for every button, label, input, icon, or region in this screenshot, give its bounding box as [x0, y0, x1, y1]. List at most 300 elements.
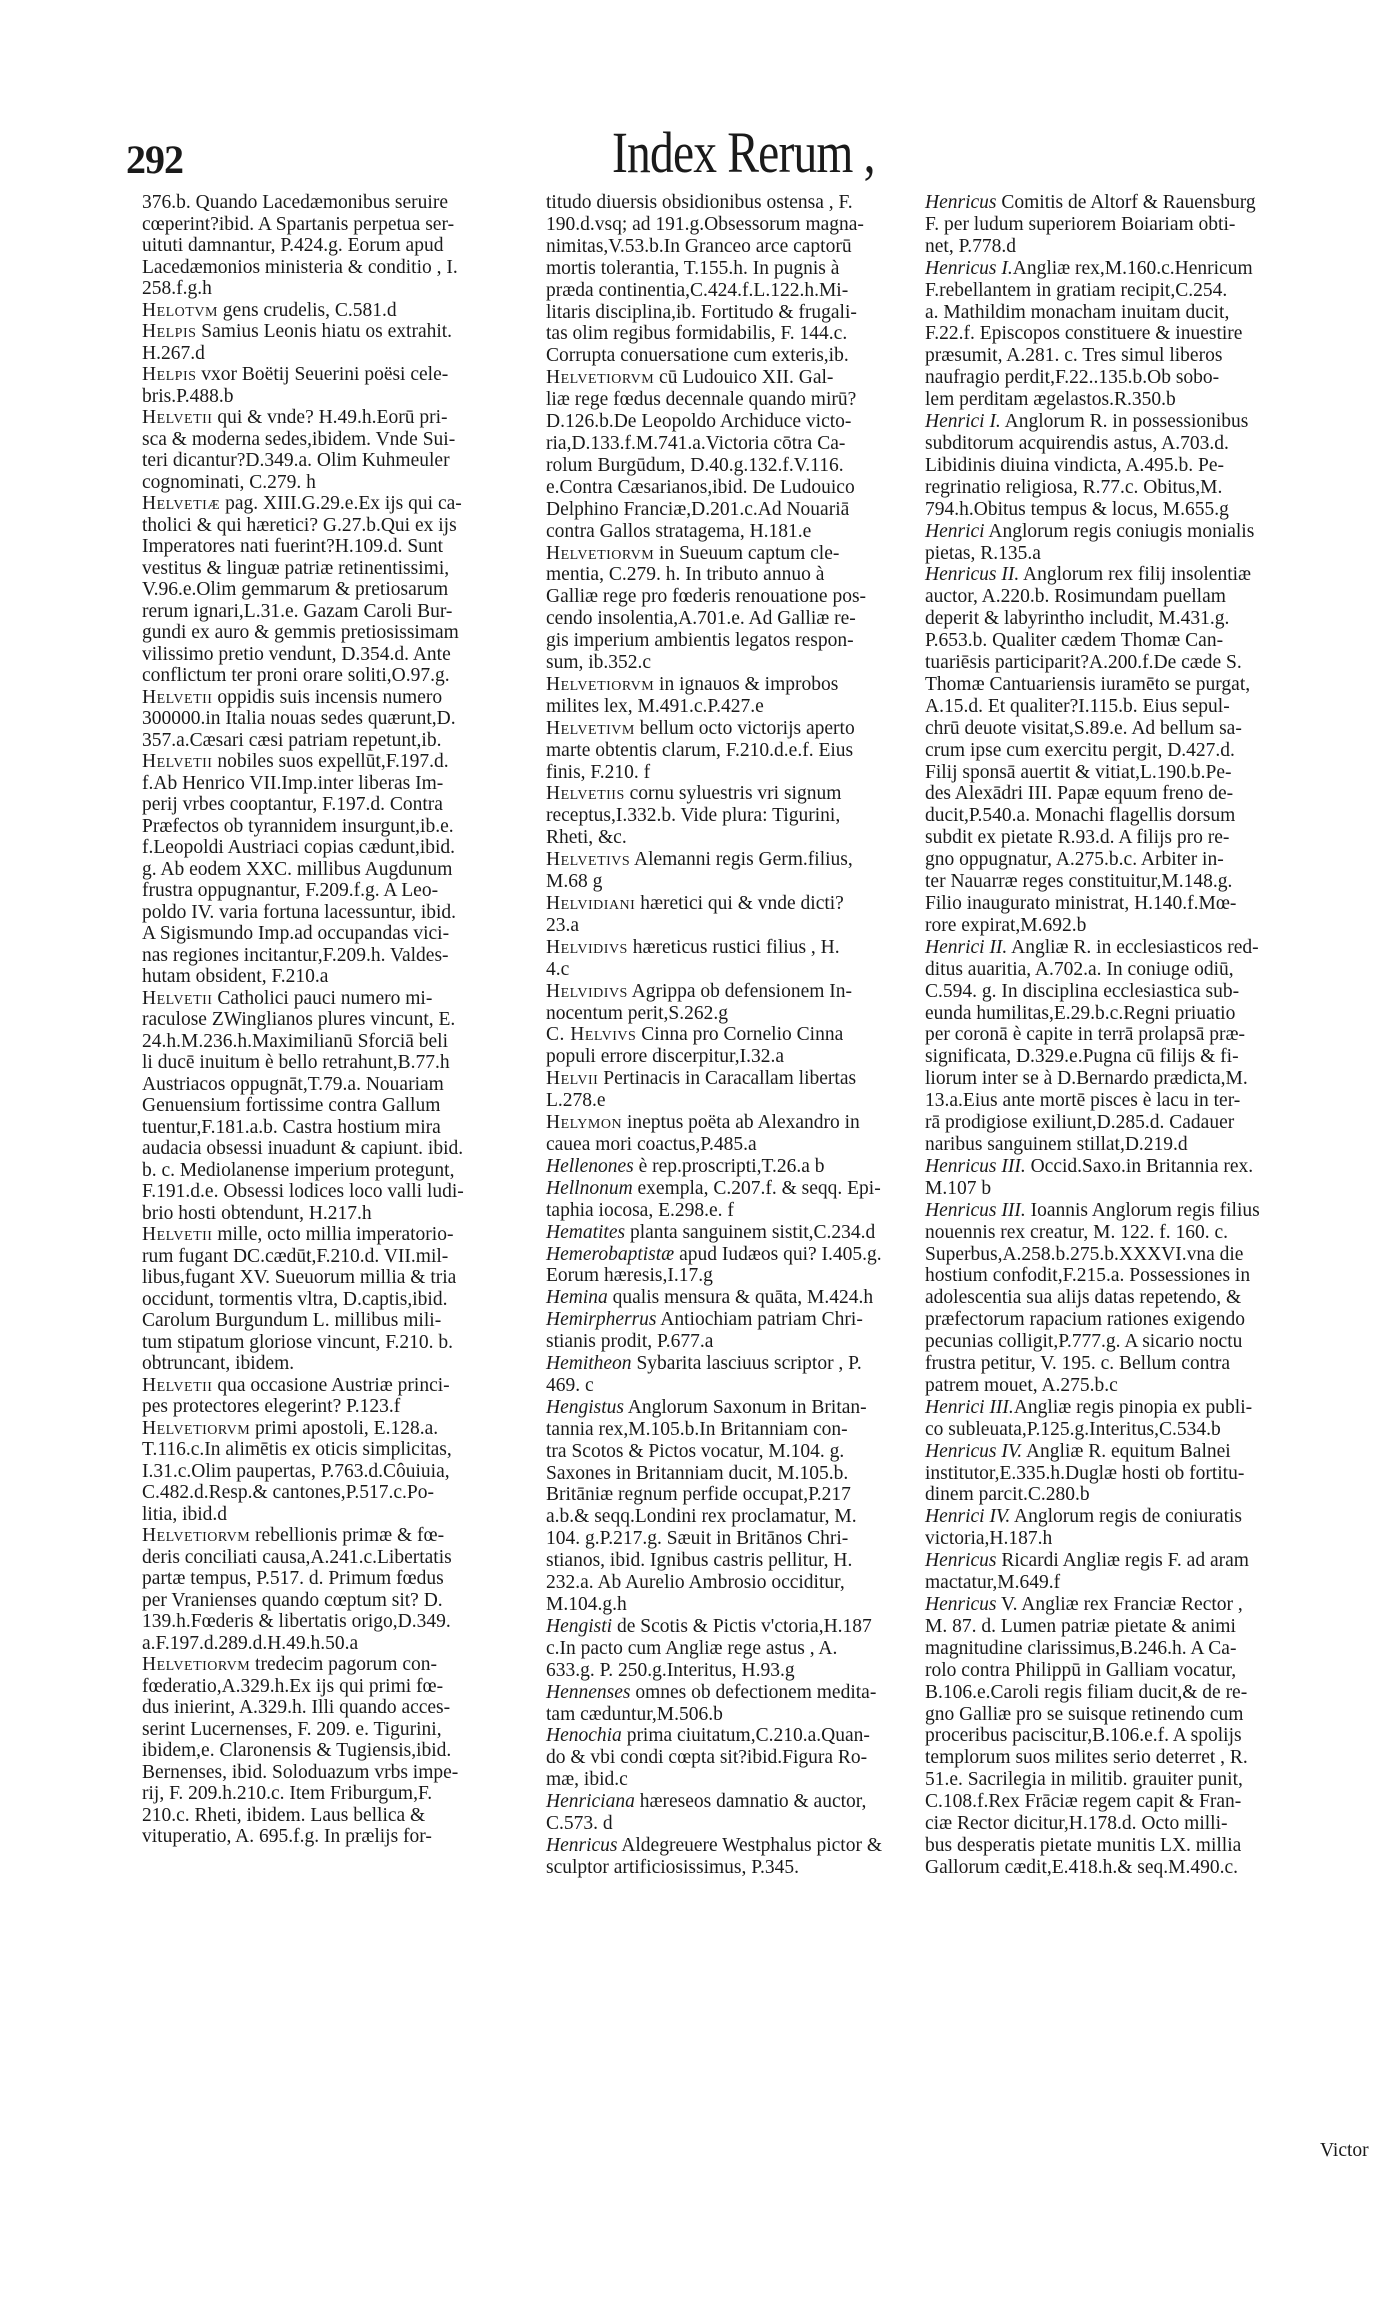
index-text-line [925, 740, 1383, 762]
index-text: prima ciuitatum,C.210.a.Quan- [621, 1725, 870, 1747]
index-headword: Henricus IV. [925, 1440, 1023, 1462]
index-text-line [925, 1616, 1383, 1638]
index-text: receptus,I.332.b. Vide plura: Tigurini, [546, 805, 841, 827]
index-text: nocentum perit,S.262.g [546, 1002, 728, 1024]
index-text: vestitus & linguæ patriæ retinentissimi, [142, 557, 450, 579]
index-text-line [925, 762, 1383, 784]
index-text-line [546, 521, 908, 543]
index-text-line [546, 1638, 908, 1660]
index-entry-line [925, 521, 1383, 543]
index-text-line [925, 499, 1383, 521]
index-text-line [925, 477, 1383, 499]
index-text: bus desperatis pietate munitis LX. millia [925, 1834, 1242, 1856]
index-text-line [925, 1287, 1383, 1309]
index-text: ciæ Rector dicitur,H.178.d. Octo milli- [925, 1813, 1228, 1835]
index-text: stianos, ibid. Ignibus castris pellitur, H. [546, 1550, 853, 1572]
index-headword: Helvetiis [546, 783, 625, 805]
index-entry-line [546, 981, 908, 1003]
index-headword: Helvetii [142, 987, 213, 1009]
index-text-line [546, 302, 908, 324]
index-entry-line [142, 988, 534, 1010]
index-headword: Helotvm [142, 299, 218, 321]
index-text-line [142, 923, 534, 945]
index-text-line [546, 411, 908, 433]
index-text-line [925, 302, 1383, 324]
index-text-line [142, 1310, 534, 1332]
index-entry-line [546, 543, 908, 565]
index-text: F.rebellantem in gratiam recipit,C.254. [925, 279, 1228, 301]
index-text: mille, octo millia imperatorio- [212, 1224, 454, 1245]
index-text: ineptus poëta ab Alexandro in [622, 1112, 860, 1134]
index-text-line [546, 740, 908, 762]
index-entry-line [142, 1654, 534, 1676]
index-text-line [142, 1697, 534, 1719]
index-text-line [142, 1396, 534, 1418]
index-text: D.126.b.De Leopoldo Archiduce victo- [546, 411, 852, 433]
index-text: vilissimo pretio vendunt, D.354.d. Ante [142, 643, 451, 665]
index-entry-line [546, 1178, 908, 1200]
index-headword: Henrici I. [925, 411, 1001, 433]
index-text: Angliæ R. in ecclesiasticos red- [1007, 936, 1259, 958]
index-text-line [546, 214, 908, 236]
index-headword: Hematites [546, 1221, 626, 1243]
index-text: in Sueuum captum cle- [654, 542, 840, 564]
index-text: L.278.e [546, 1090, 606, 1112]
index-text: bris.P.488.b [142, 385, 234, 407]
index-text-line [925, 1484, 1383, 1506]
index-headword: Henricus [925, 1550, 997, 1572]
index-text-line [925, 718, 1383, 740]
index-text-line [142, 386, 534, 408]
index-text: F.22.f. Episcopos constituere & inuestire [925, 323, 1243, 345]
index-text: Cinna pro Cornelio Cinna [636, 1024, 844, 1046]
index-text-line [546, 1747, 908, 1769]
index-text: bellum octo victorijs aperto [634, 717, 855, 739]
index-text: f.Ab Henrico VII.Imp.inter liberas Im- [142, 772, 444, 794]
index-entry-line [142, 1525, 534, 1547]
index-text: Britāniæ regnum perfide occupat,P.217 [546, 1484, 851, 1506]
index-text: magnitudine clarissimus,B.246.h. A Ca- [925, 1637, 1237, 1659]
index-text-line [925, 1112, 1383, 1134]
index-text-line [546, 608, 908, 630]
index-headword: Hengistus [546, 1396, 624, 1418]
index-text: è rep.proscripti,T.26.a b [633, 1155, 825, 1177]
index-text: b. c. Mediolanense imperium protegunt, [142, 1159, 455, 1181]
index-text-line [142, 966, 534, 988]
index-text: Ricardi Angliæ regis F. ad aram [996, 1550, 1249, 1572]
index-text-line [925, 1024, 1383, 1046]
index-text-line [142, 472, 534, 494]
index-text-line [546, 827, 908, 849]
index-headword: Hengisti [546, 1615, 613, 1637]
index-text-line [142, 1762, 534, 1784]
index-entry-line [546, 1309, 908, 1331]
index-text: Agrippa ob defensionem In- [627, 980, 853, 1002]
index-headword: Helvidiani [546, 893, 636, 914]
index-text-line [142, 1031, 534, 1053]
index-text: V.96.e.Olim gemmarum & pretiosarum [142, 579, 449, 600]
index-text-line [142, 644, 534, 666]
index-text: Gallorum cædit,E.418.h.& seq.M.490.c. [925, 1856, 1239, 1878]
index-text: libus,fugant XV. Sueuorum millia & tria [142, 1267, 457, 1288]
index-text: pecunias colligit,P.777.g. A sicario noctu [925, 1331, 1243, 1353]
index-entry-line [925, 192, 1383, 214]
index-headword: Helvetiorvm [546, 367, 655, 389]
index-text-line [546, 1550, 908, 1572]
index-entry-line [546, 1682, 908, 1704]
running-title: Index Rerum , [612, 120, 875, 185]
catchword: Victor [1320, 2140, 1369, 2161]
index-text-line [925, 543, 1383, 565]
index-entry-line [925, 411, 1383, 433]
index-text: Pertinacis in Caracallam libertas [598, 1068, 857, 1090]
index-entry-line [546, 937, 908, 959]
index-text-line [142, 192, 534, 214]
index-text: hutam obsident, F.210.a [142, 966, 329, 987]
index-text-line [142, 1676, 534, 1698]
index-text-line [546, 499, 908, 521]
index-text-line [925, 1003, 1383, 1025]
index-text-line [546, 1265, 908, 1287]
index-headword: Henricus [546, 1834, 618, 1856]
index-text-line [142, 730, 534, 752]
index-text-line [142, 515, 534, 537]
index-entry-line [142, 1418, 534, 1440]
index-text-line [546, 1331, 908, 1353]
index-text-line [142, 1461, 534, 1483]
index-text-line [546, 236, 908, 258]
index-text: 258.f.g.h [142, 278, 212, 299]
index-text-line [925, 783, 1383, 805]
index-text: lem perditam ægelastos.R.350.b [925, 389, 1176, 411]
index-headword: Helvetiorvm [546, 673, 655, 695]
index-entry-line [925, 1397, 1383, 1419]
index-text: cornu syluestris vri signum [624, 783, 842, 805]
index-text-line [546, 1375, 908, 1397]
index-text: significata, D.329.e.Pugna cū filijs & fi- [925, 1046, 1239, 1068]
index-text: dinem parcit.C.280.b [925, 1484, 1090, 1506]
index-text: obtruncant, ibidem. [142, 1353, 295, 1374]
index-text-line [142, 1117, 534, 1139]
index-text-line [142, 1719, 534, 1741]
index-text-line [925, 236, 1383, 258]
index-text-line [925, 1463, 1383, 1485]
index-text: gis imperium ambientis legatos respon- [546, 630, 854, 652]
index-headword: Helvetii [142, 407, 213, 428]
index-text: præfectorum rapacium rationes exigendo [925, 1309, 1246, 1331]
index-entry-line [546, 893, 908, 915]
index-headword: Helvidivs [546, 980, 628, 1002]
index-text-line [142, 1740, 534, 1762]
index-text: deperit & labyrintho includit, M.431.g. [925, 608, 1230, 630]
index-text: de Scotis & Pictis v'ctoria,H.187 [612, 1615, 872, 1637]
index-headword: C. Helvivs [546, 1024, 637, 1046]
index-text-line [546, 389, 908, 411]
index-text: M. 87. d. Lumen patriæ pietate & animi [925, 1615, 1236, 1637]
index-text: Libidinis diuina vindicta, A.495.b. Pe- [925, 454, 1224, 476]
index-text: a.F.197.d.289.d.H.49.h.50.a [142, 1632, 359, 1654]
index-text: omnes ob defectionem medita- [630, 1681, 877, 1703]
index-text-line [546, 477, 908, 499]
index-text-line [925, 1046, 1383, 1068]
index-text-line [925, 871, 1383, 893]
index-text-line [142, 1547, 534, 1569]
index-text: Angliæ regis pinopia ex publi- [1013, 1396, 1253, 1418]
index-headword: Hemina [546, 1287, 608, 1309]
index-text: nas regiones incitantur,F.209.h. Valdes- [142, 944, 449, 966]
index-text: do & vbi condi cœpta sit?ibid.Figura Ro- [546, 1747, 868, 1769]
index-text-line [925, 1331, 1383, 1353]
index-text-line [925, 1835, 1383, 1857]
index-headword: Hemerobaptistæ [546, 1243, 675, 1265]
index-text-line [142, 1590, 534, 1612]
index-text-line [546, 564, 908, 586]
index-text: cū Ludouico XII. Gal- [654, 367, 834, 389]
index-headword: Helvetiorvm [546, 542, 655, 564]
index-entry-line [546, 1244, 908, 1266]
index-text-line [925, 367, 1383, 389]
index-text: finis, F.210. f [546, 761, 651, 783]
index-entry-line [546, 1287, 908, 1309]
index-entry-line [546, 718, 908, 740]
index-text: Anglorum R. in possessionibus [1000, 411, 1249, 433]
index-entry-line [546, 1353, 908, 1375]
index-text: 13.a.Eius ante mortē pisces è lacu in ter- [925, 1090, 1241, 1112]
index-text-line [142, 816, 534, 838]
index-text-line [925, 1244, 1383, 1266]
index-text-line [546, 1528, 908, 1550]
index-column-3 [925, 192, 1383, 1879]
index-text: 210.c. Rheti, ibidem. Laus bellica & [142, 1804, 426, 1826]
index-text-line [546, 455, 908, 477]
index-entry-line [925, 258, 1383, 280]
index-entry-line [925, 1156, 1383, 1178]
index-text: cendo insolentia,A.701.e. Ad Galliæ re- [546, 608, 856, 630]
index-text-line [142, 558, 534, 580]
index-entry-line [546, 1616, 908, 1638]
index-text: qui & vnde? H.49.h.Eorū pri- [212, 407, 448, 428]
index-text-line [925, 608, 1383, 630]
index-text: des Alexādri III. Papæ equum freno de- [925, 783, 1234, 805]
index-text: frustra petitur, V. 195. c. Bellum contra [925, 1353, 1231, 1375]
index-text-line [546, 1134, 908, 1156]
index-text: Bernenses, ibid. Soloduazum vrbs impe- [142, 1761, 459, 1783]
index-text: raculose ZWinglianos plures vincunt, E. [142, 1009, 456, 1030]
index-text: institutor,E.335.h.Duglæ hosti ob fortitu- [925, 1462, 1245, 1484]
index-text-line [546, 345, 908, 367]
index-text: Anglorum Saxonum in Britan- [624, 1396, 867, 1418]
index-text: 794.h.Obitus tempus & locus, M.655.g [925, 498, 1229, 520]
index-text: Delphino Franciæ,D.201.c.Ad Nouariā [546, 498, 850, 520]
index-entry-line [546, 1835, 908, 1857]
index-headword: Henrici III. [925, 1396, 1014, 1418]
index-text-line [142, 859, 534, 881]
index-text: præsumit, A.281. c. Tres simul liberos [925, 345, 1223, 367]
index-headword: Hellenones [546, 1155, 634, 1177]
index-text-line [546, 630, 908, 652]
index-text: hæretici qui & vnde dicti? [635, 893, 844, 914]
index-text: 357.a.Cæsari cæsi patriam repetunt,ib. [142, 729, 442, 751]
index-text: ditus auaritia, A.702.a. In coniuge odiū, [925, 958, 1234, 980]
index-entry-line [546, 1791, 908, 1813]
index-text: Lacedæmonios ministeria & conditio , I. [142, 256, 458, 278]
index-entry-line [925, 1200, 1383, 1222]
index-entry-line [925, 1594, 1383, 1616]
index-headword: Henricus III. [925, 1199, 1026, 1221]
index-text: Anglorum regis coniugis monialis [984, 520, 1255, 542]
index-text: Anglorum regis de coniuratis [1010, 1506, 1243, 1528]
index-text-line [546, 1660, 908, 1682]
index-text: subditorum acquirendis astus, A.703.d. [925, 432, 1229, 454]
index-headword: Henrici [925, 520, 985, 542]
index-text: audacia obsessi inuadunt & capiunt. ibid. [142, 1138, 464, 1159]
index-text: M.104.g.h [546, 1594, 627, 1615]
index-headword: Helvii [546, 1068, 599, 1090]
index-entry-line [142, 1375, 534, 1397]
index-text-line [546, 1857, 908, 1879]
index-text-line [925, 959, 1383, 981]
index-text: Aldegreuere Westphalus pictor & [617, 1834, 882, 1856]
index-text: qualis mensura & quāta, M.424.h [607, 1287, 874, 1309]
index-entry-line [546, 367, 908, 389]
index-text-line [546, 280, 908, 302]
index-text: A Sigismundo Imp.ad occupandas vici- [142, 923, 450, 944]
index-text: co subleuata,P.125.g.Interitus,C.534.b [925, 1418, 1221, 1440]
index-text: victoria,H.187.h [925, 1528, 1053, 1550]
index-text-line [142, 429, 534, 451]
index-text: gens crudelis, C.581.d [217, 299, 397, 321]
index-text: serint Lucernenses, F. 209. e. Tigurini, [142, 1718, 442, 1740]
index-text-line [142, 945, 534, 967]
index-text-line [925, 323, 1383, 345]
index-text: Angliæ R. equitum Balnei [1022, 1440, 1231, 1462]
index-text: hæreticus rustici filius , H. [627, 936, 840, 958]
index-text: C.594. g. In disciplina ecclesiastica sub- [925, 980, 1240, 1002]
index-text: ter Nauarræ reges constituitur,M.148.g. [925, 871, 1233, 893]
index-entry-line [546, 1725, 908, 1747]
index-text: ria,D.133.f.M.741.a.Victoria cōtra Ca- [546, 432, 846, 454]
index-text: rum fugant DC.cædūt,F.210.d. VII.mil- [142, 1245, 449, 1267]
index-text-line [925, 1638, 1383, 1660]
index-text: gno oppugnatur, A.275.b.c. Arbiter in- [925, 849, 1224, 871]
index-text: præda continentia,C.424.f.L.122.h.Mi- [546, 279, 849, 301]
index-entry-line [546, 1068, 908, 1090]
index-text-line [925, 1090, 1383, 1112]
index-headword: Helvetiorvm [142, 1654, 251, 1675]
index-text-line [142, 1074, 534, 1096]
index-text: 23.a [546, 914, 580, 936]
index-text: 376.b. Quando Lacedæmonibus seruire [142, 192, 448, 213]
index-text: mactatur,M.649.f [925, 1572, 1061, 1594]
index-text: Sybarita lasciuus scriptor , P. [631, 1353, 862, 1375]
index-text-line [546, 323, 908, 345]
index-text: Filij sponsā auertit & vitiat,L.190.b.Pe- [925, 761, 1232, 783]
index-entry-line [142, 364, 534, 386]
index-text: rerum ignari,L.31.e. Gazam Caroli Bur- [142, 600, 453, 622]
index-text-line [142, 880, 534, 902]
index-text: 51.e. Sacrilegia in militib. grauiter punit, [925, 1769, 1243, 1791]
index-text: perij vrbes cooptantur, F.197.d. Contra [142, 794, 443, 815]
index-text-line [925, 1375, 1383, 1397]
index-headword: Helvetii [142, 686, 213, 708]
index-text-line [546, 1463, 908, 1485]
index-headword: Helvidivs [546, 936, 628, 958]
index-text-line [925, 455, 1383, 477]
index-text-line [925, 1419, 1383, 1441]
index-text-line [925, 280, 1383, 302]
index-text: Rheti, &c. [546, 827, 627, 849]
index-text: regrinatio religiosa, R.77.c. Obitus,M. [925, 476, 1223, 498]
index-text: litia, ibid.d [142, 1503, 228, 1525]
index-text: sca & moderna sedes,ibidem. Vnde Sui- [142, 428, 456, 450]
index-text-line [546, 1594, 908, 1616]
index-text: f.Leopoldi Austriaci copias cædunt,ibid. [142, 837, 456, 858]
index-text: rā prodigiose exiliunt,D.285.d. Cadauer [925, 1112, 1235, 1134]
index-text: Austriacos oppugnāt,T.79.a. Nouariam [142, 1073, 444, 1095]
index-text: liæ rege fœdus decennale quando mirū? [546, 389, 857, 411]
index-text-line [142, 450, 534, 472]
index-text: Imperatores nati fuerint?H.109.d. Sunt [142, 536, 444, 557]
index-text: deris conciliati causa,A.241.c.Libertatis [142, 1546, 452, 1568]
index-text-line [142, 257, 534, 279]
index-text: Galliæ rege pro fœderis renouatione pos- [546, 586, 867, 608]
index-column-1 [142, 192, 534, 1848]
index-text: Ioannis Anglorum regis filius [1025, 1199, 1260, 1221]
index-headword: Helvetii [142, 1224, 213, 1245]
index-text-line [142, 1289, 534, 1311]
index-text-line [925, 1134, 1383, 1156]
index-text: crum ipse cum exercitu pergit, D.427.d. [925, 739, 1235, 761]
index-text: occidunt, tormentis vltra, D.captis,ibid. [142, 1288, 448, 1310]
index-text: C.108.f.Rex Frāciæ regem capit & Fran- [925, 1791, 1242, 1813]
index-text: contra Gallos stratagema, H.181.e [546, 520, 812, 542]
index-text: litaris disciplina,ib. Fortitudo & frugali- [546, 301, 857, 323]
index-text-line [546, 1506, 908, 1528]
index-text: net, P.778.d [925, 235, 1017, 257]
index-text-line [142, 214, 534, 236]
index-text: 104. g.P.217.g. Sæuit in Britānos Chri- [546, 1528, 849, 1550]
index-text-line [925, 981, 1383, 1003]
index-text: in ignauos & improbos [654, 673, 839, 695]
index-text: uituti damnantur, P.424.g. Eorum apud [142, 235, 444, 256]
index-text: Comitis de Altorf & Rauensburg [996, 192, 1256, 213]
index-text: 24.h.M.236.h.Maximilianū Sforciā beli [142, 1030, 449, 1052]
index-headword: Helvetiorvm [142, 1525, 251, 1546]
index-text: Eorum hæresis,I.17.g [546, 1265, 713, 1287]
index-text: stianis prodit, P.677.a [546, 1331, 714, 1353]
index-text: V. Angliæ rex Franciæ Rector , [996, 1594, 1243, 1615]
index-text-line [546, 1484, 908, 1506]
index-entry-line [925, 937, 1383, 959]
index-text-line [142, 1504, 534, 1526]
index-text: M.107 b [925, 1177, 992, 1199]
index-text-line [142, 1138, 534, 1160]
index-text-line [142, 601, 534, 623]
index-headword: Helvetivm [546, 717, 635, 739]
index-text: naribus sanguinem stillat,D.219.d [925, 1133, 1188, 1155]
index-entry-line [142, 493, 534, 515]
index-headword: Henricus [925, 192, 997, 213]
index-text: a.b.& seqq.Londini rex proclamatur, M. [546, 1506, 857, 1528]
index-headword: Hemitheon [546, 1353, 632, 1375]
index-text-line [925, 849, 1383, 871]
index-text: nimitas,V.53.b.In Granceo arce captorū [546, 235, 852, 257]
index-text: exempla, C.207.f. & seqq. Epi- [632, 1177, 881, 1199]
index-entry-line [546, 1024, 908, 1046]
index-entry-line [925, 1506, 1383, 1528]
index-text: rebellionis primæ & fœ- [250, 1525, 445, 1546]
index-text: Filio inaugurato ministrat, H.140.f.Mœ- [925, 893, 1237, 914]
